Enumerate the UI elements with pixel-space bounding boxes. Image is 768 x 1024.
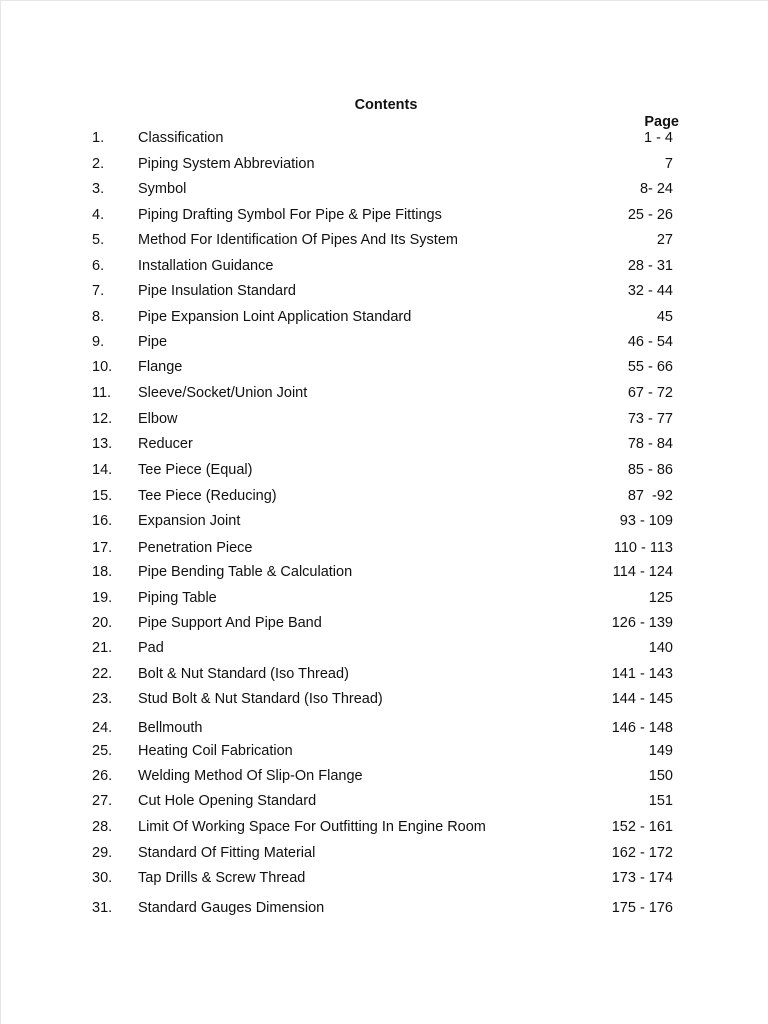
toc-entry-page: 85 - 86 [627, 462, 673, 478]
toc-entry [1, 766, 768, 786]
toc-entry [1, 409, 768, 429]
toc-entry-page: 46 - 54 [627, 334, 673, 350]
toc-entry [1, 383, 768, 403]
toc-entry-number: 27. [92, 793, 113, 809]
toc-entry-title: Standard Gauges Dimension [138, 900, 325, 916]
toc-entry-title: Penetration Piece [138, 540, 253, 556]
toc-entry-page: 140 [648, 640, 673, 656]
toc-entry-title: Tee Piece (Equal) [138, 462, 253, 478]
toc-entry-title: Pad [138, 640, 164, 656]
toc-entry-title: Piping System Abbreviation [138, 156, 315, 172]
toc-entry-title: Heating Coil Fabrication [138, 743, 293, 759]
toc-entry [1, 357, 768, 377]
toc-entry [1, 638, 768, 658]
toc-entry [1, 898, 768, 918]
toc-entry-number: 30. [92, 870, 113, 886]
toc-entry-title: Installation Guidance [138, 258, 274, 274]
toc-entry [1, 307, 768, 327]
toc-entry-number: 20. [92, 615, 113, 631]
toc-entry [1, 538, 768, 558]
toc-entry-number: 31. [92, 900, 113, 916]
toc-entry [1, 868, 768, 888]
toc-entry-title: Reducer [138, 436, 193, 452]
toc-entry-number: 25. [92, 743, 113, 759]
toc-entry-title: Stud Bolt & Nut Standard (Iso Thread) [138, 691, 383, 707]
page-title: Contents [354, 97, 418, 113]
toc-entry-number: 11. [92, 385, 112, 401]
toc-entry-title: Cut Hole Opening Standard [138, 793, 317, 809]
toc-entry [1, 718, 768, 738]
toc-entry-title: Pipe Bending Table & Calculation [138, 564, 353, 580]
toc-entry-number: 29. [92, 845, 113, 861]
toc-entry [1, 128, 768, 148]
toc-entry [1, 230, 768, 250]
toc-entry [1, 689, 768, 709]
toc-entry-page: 45 [656, 309, 673, 325]
toc-entry-number: 10. [92, 359, 113, 375]
toc-entry-number: 12. [92, 411, 113, 427]
page-column-header: Page [644, 114, 679, 130]
toc-entry [1, 741, 768, 761]
toc-entry-page: 27 [656, 232, 673, 248]
toc-entry-number: 4. [92, 207, 105, 223]
toc-entry-title: Pipe Insulation Standard [138, 283, 296, 299]
toc-entry-title: Piping Drafting Symbol For Pipe & Pipe Fittings [138, 207, 442, 223]
toc-entry-title: Symbol [138, 181, 187, 197]
toc-entry-title: Standard Of Fitting Material [138, 845, 316, 861]
toc-entry-title: Tap Drills & Screw Thread [138, 870, 306, 886]
toc-entry-number: 19. [92, 590, 113, 606]
toc-entry-number: 21. [92, 640, 113, 656]
toc-entry-page: 125 [648, 590, 673, 606]
toc-entry-page: 7 [664, 156, 673, 172]
toc-entry [1, 664, 768, 684]
toc-entry-page: 150 [648, 768, 673, 784]
toc-entry-page: 162 - 172 [611, 845, 673, 861]
toc-entry [1, 205, 768, 225]
toc-entry-title: Method For Identification Of Pipes And Its System [138, 232, 458, 248]
toc-entry-page: 173 - 174 [611, 870, 673, 886]
toc-entry-number: 18. [92, 564, 113, 580]
toc-entry-title: Limit Of Working Space For Outfitting In Engine Room [138, 819, 486, 835]
toc-entry-page: 141 - 143 [611, 666, 673, 682]
toc-entry [1, 154, 768, 174]
toc-entry [1, 562, 768, 582]
toc-entry-title: Expansion Joint [138, 513, 241, 529]
toc-entry-title: Piping Table [138, 590, 217, 606]
toc-entry [1, 486, 768, 506]
toc-entry-page: 175 - 176 [611, 900, 673, 916]
toc-entry-number: 6. [92, 258, 105, 274]
toc-entry-number: 14. [92, 462, 113, 478]
toc-entry-number: 17. [92, 540, 113, 556]
toc-entry-page: 149 [648, 743, 673, 759]
toc-entry-number: 2. [92, 156, 105, 172]
toc-entry-title: Pipe Expansion Loint Application Standard [138, 309, 412, 325]
toc-entry-page: 8- 24 [639, 181, 673, 197]
toc-entry [1, 511, 768, 531]
toc-entry-title: Flange [138, 359, 183, 375]
toc-entry-page: 28 - 31 [627, 258, 673, 274]
toc-entry [1, 588, 768, 608]
toc-entry-title: Pipe Support And Pipe Band [138, 615, 322, 631]
toc-entry-title: Bellmouth [138, 720, 203, 736]
toc-entry [1, 460, 768, 480]
toc-entry [1, 613, 768, 633]
toc-entry-page: 32 - 44 [627, 283, 673, 299]
toc-entry [1, 843, 768, 863]
toc-entry-page: 144 - 145 [611, 691, 673, 707]
toc-entry-page: 1 - 4 [643, 130, 673, 146]
toc-entry-page: 67 - 72 [627, 385, 673, 401]
toc-entry-number: 8. [92, 309, 105, 325]
toc-entry-title: Pipe [138, 334, 168, 350]
toc-entry-page: 87 -92 [627, 488, 673, 504]
toc-entry [1, 179, 768, 199]
toc-entry-title: Classification [138, 130, 224, 146]
toc-entry [1, 256, 768, 276]
toc-entry-page: 93 - 109 [619, 513, 673, 529]
toc-entry-number: 28. [92, 819, 113, 835]
toc-entry-number: 1. [92, 130, 105, 146]
toc-entry [1, 434, 768, 454]
toc-entry-page: 25 - 26 [627, 207, 673, 223]
toc-entry-page: 110 - 113 [613, 540, 673, 556]
toc-entry-page: 151 [648, 793, 673, 809]
toc-entry [1, 332, 768, 352]
toc-entry-title: Sleeve/Socket/Union Joint [138, 385, 308, 401]
toc-entry-number: 23. [92, 691, 113, 707]
toc-entry-page: 146 - 148 [611, 720, 673, 736]
toc-entry-number: 16. [92, 513, 113, 529]
toc-entry-number: 22. [92, 666, 113, 682]
toc-entry-page: 55 - 66 [627, 359, 673, 375]
toc-entry-title: Bolt & Nut Standard (Iso Thread) [138, 666, 349, 682]
toc-entry-page: 114 - 124 [612, 564, 673, 580]
toc-entry-number: 13. [92, 436, 113, 452]
toc-entry-page: 78 - 84 [627, 436, 673, 452]
toc-entry [1, 817, 768, 837]
toc-entry-page: 73 - 77 [627, 411, 673, 427]
toc-entry [1, 281, 768, 301]
toc-entry-title: Elbow [138, 411, 178, 427]
toc-entry-title: Welding Method Of Slip-On Flange [138, 768, 363, 784]
toc-entry-number: 3. [92, 181, 105, 197]
toc-entry-number: 7. [92, 283, 105, 299]
toc-entry-number: 26. [92, 768, 113, 784]
toc-entry-page: 126 - 139 [611, 615, 673, 631]
toc-entry-number: 9. [92, 334, 105, 350]
toc-entry-number: 15. [92, 488, 113, 504]
toc-entry-page: 152 - 161 [611, 819, 673, 835]
toc-entry-number: 5. [92, 232, 105, 248]
toc-entry-number: 24. [92, 720, 113, 736]
toc-entry [1, 791, 768, 811]
toc-entry-title: Tee Piece (Reducing) [138, 488, 277, 504]
